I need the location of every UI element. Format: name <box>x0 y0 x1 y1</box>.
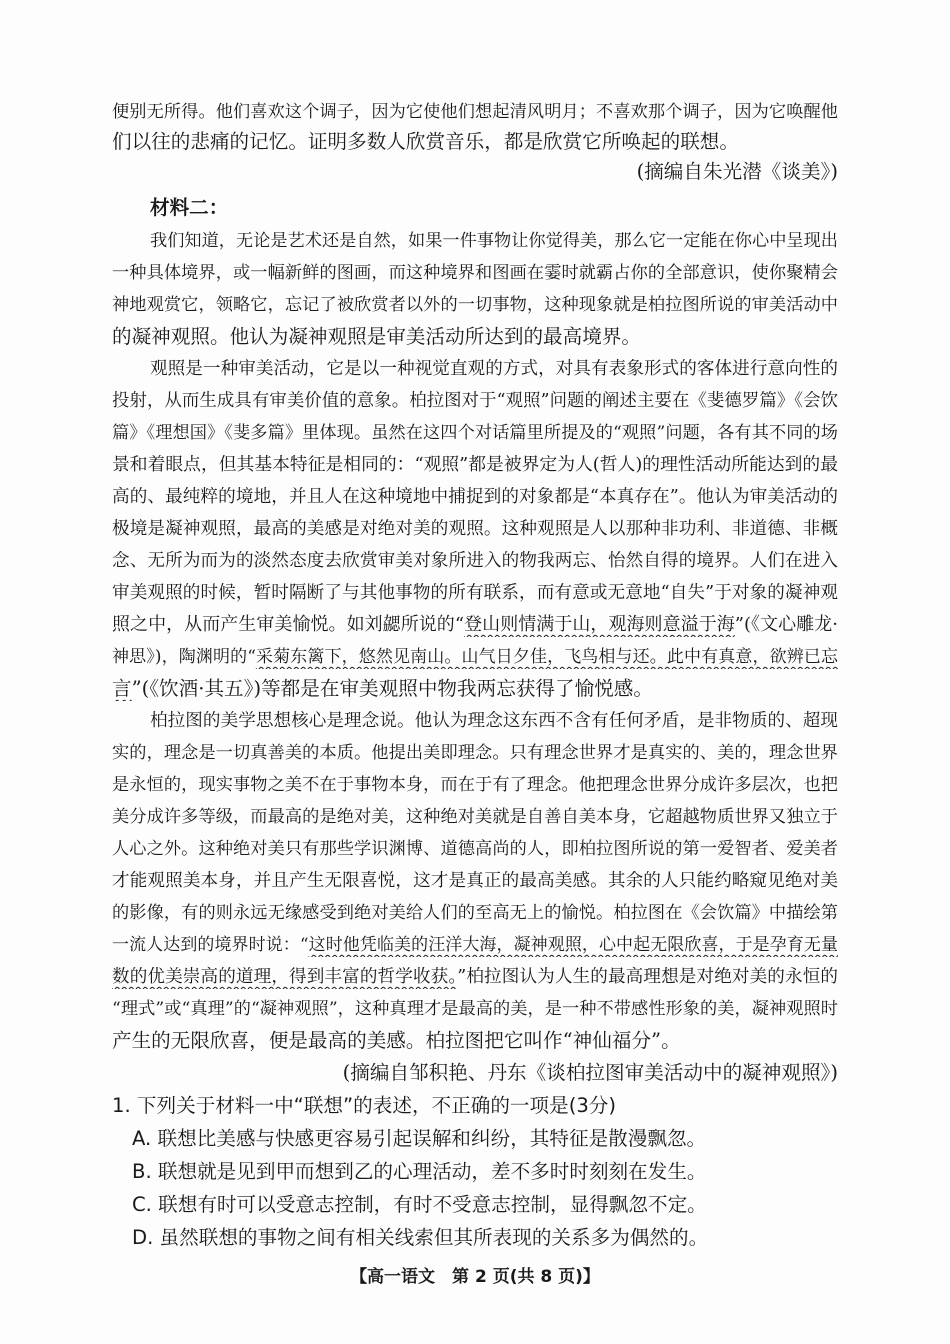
text-line: 篇》《理想国》《斐多篇》里体现。虽然在这四个对话篇里所提及的“观照”问题，各有其不同的场 <box>112 423 838 443</box>
quoted-poem-underlined: 采菊东篱下，悠然见南山。山气日夕佳，飞鸟相与还。此中有真意，欲辨已忘 <box>255 647 838 667</box>
answer-option-c: C. 联想有时可以受意志控制，有时不受意志控制，显得飘忽不定。 <box>132 1193 707 1216</box>
quoted-passage-underlined: 这时他凭临美的汪洋大海，凝神观照，心中起无限欣喜，于是孕育无量 <box>308 935 838 955</box>
text-line: 才能观照美本身，并且产生无限喜悦，这才是真正的最高美感。其余的人只能约略窥见绝对美 <box>112 871 838 891</box>
section-heading: 材料二： <box>150 196 229 219</box>
text-run: 一流人达到的境界时说：“ <box>112 935 309 955</box>
text-line <box>112 645 838 669</box>
text-line: 便别无所得。他们喜欢这个调子，因为它使他们想起清风明月；不喜欢那个调子，因为它唤醒他 <box>112 102 838 122</box>
source-citation: (摘编自邹积艳、丹东《谈柏拉图审美活动中的凝神观照》) <box>342 1061 838 1084</box>
quoted-passage-underlined: 数的优美崇高的道理，得到丰富的哲学收获。 <box>112 967 458 987</box>
text-line: 观照是一种审美活动，它是以一种视觉直观的方式，对具有表象形式的客体进行意向性的 <box>150 359 838 379</box>
text-line: 美分成许多等级，而最高的是绝对美，这种绝对美就是自善自美本身，它超越物质世界又独立于 <box>112 807 838 827</box>
text-line: 景和着眼点，但其基本特征是相同的：“观照”都是被界定为人(哲人)的理性活动所能达到的最 <box>112 454 838 475</box>
text-line: 审美观照的时候，暂时隔断了与其他事物的所有联系，而有意或无意地“自失”于对象的凝神观 <box>112 583 838 603</box>
text-line: “理式”或“真理”的“凝神观照”，这种真理才是最高的美，是一种不带感性形象的美，凝神观照时 <box>112 999 838 1019</box>
text-line: 柏拉图的美学思想核心是理念说。他认为理念这东西不含有任何矛盾，是非物质的、超现 <box>150 711 838 731</box>
text-line: 们以往的悲痛的记忆。证明多数人欣赏音乐，都是欣赏它所唤起的联想。 <box>112 130 739 153</box>
text-run: 神思》)，陶渊明的“ <box>112 647 256 667</box>
text-line: 我们知道，无论是艺术还是自然，如果一件事物让你觉得美，那么它一定能在你心中呈现出 <box>150 231 838 251</box>
source-citation: (摘编自朱光潜《谈美》) <box>636 160 838 183</box>
text-run: 照之中，从而产生审美愉悦。如刘勰所说的“ <box>112 614 465 635</box>
text-line <box>112 965 838 989</box>
text-line: 是永恒的，现实事物之美不在于事物本身，而在于有了理念。他把理念世界分成许多层次，也把 <box>112 775 838 795</box>
text-run: ”(《饮酒·其五》)等都是在审美观照中物我两忘获得了愉悦感。 <box>131 677 653 700</box>
answer-option-b: B. 联想就是见到甲而想到乙的心理活动，差不多时时刻刻在发生。 <box>132 1160 707 1183</box>
text-line: 人心之外。这种绝对美只有那些学识渊博、道德高尚的人，即柏拉图所说的第一爱智者、爱美者 <box>112 839 838 859</box>
quoted-line-underlined: 登山则情满于山，观海则意溢于海 <box>464 614 735 635</box>
answer-option-d: D. 虽然联想的事物之间有相关线索但其所表现的关系多为偶然的。 <box>132 1226 709 1249</box>
text-line: 念、无所为而为的淡然态度去欣赏审美对象所进入的物我两忘、怡然自得的境界。人们在进入 <box>112 551 838 571</box>
text-line <box>112 933 838 957</box>
text-line: 实的，理念是一切真善美的本质。他提出美即理念。只有理念世界才是真实的、美的，理念世界 <box>112 743 838 763</box>
text-line <box>112 613 838 637</box>
text-line: 投射，从而生成具有审美价值的意象。柏拉图对于“观照”问题的阐述主要在《斐德罗篇》《会饮 <box>112 391 838 411</box>
text-line <box>112 677 838 701</box>
page-footer: 【高一语文 第 2 页(共 8 页)】 <box>350 1267 600 1287</box>
text-line: 高的、最纯粹的境地，并且人在这种境地中捕捉到的对象都是“本真存在”。他认为审美活动的 <box>112 487 838 507</box>
text-line: 神地观赏它，领略它，忘记了被欣赏者以外的一切事物，这种现象就是柏拉图所说的审美活动中 <box>112 295 838 315</box>
question-stem: 1. 下列关于材料一中“联想”的表述，不正确的一项是(3分) <box>112 1094 617 1117</box>
text-line: 极境是凝神观照，最高的美感是对绝对美的观照。这种观照是人以那种非功利、非道德、非概 <box>112 519 838 539</box>
text-line: 的凝神观照。他认为凝神观照是审美活动所达到的最高境界。 <box>112 325 642 348</box>
text-run: ”(《文心雕龙· <box>734 614 838 635</box>
quoted-poem-underlined: 言 <box>112 677 132 700</box>
text-line: 产生的无限欣喜，便是最高的美感。柏拉图把它叫作“神仙福分”。 <box>112 1029 681 1052</box>
text-line: 一种具体境界，或一幅新鲜的图画，而这种境界和图画在霎时就霸占你的全部意识，使你聚精会 <box>112 263 838 283</box>
answer-option-a: A. 联想比美感与快感更容易引起误解和纠纷，其特征是散漫飘忽。 <box>132 1127 707 1150</box>
text-run: ”柏拉图认为人生的最高理想是对绝对美的永恒的 <box>457 967 838 987</box>
text-line: 的影像，有的则永远无缘感受到绝对美给人们的至高无上的愉悦。柏拉图在《会饮篇》中描绘第 <box>112 903 838 923</box>
